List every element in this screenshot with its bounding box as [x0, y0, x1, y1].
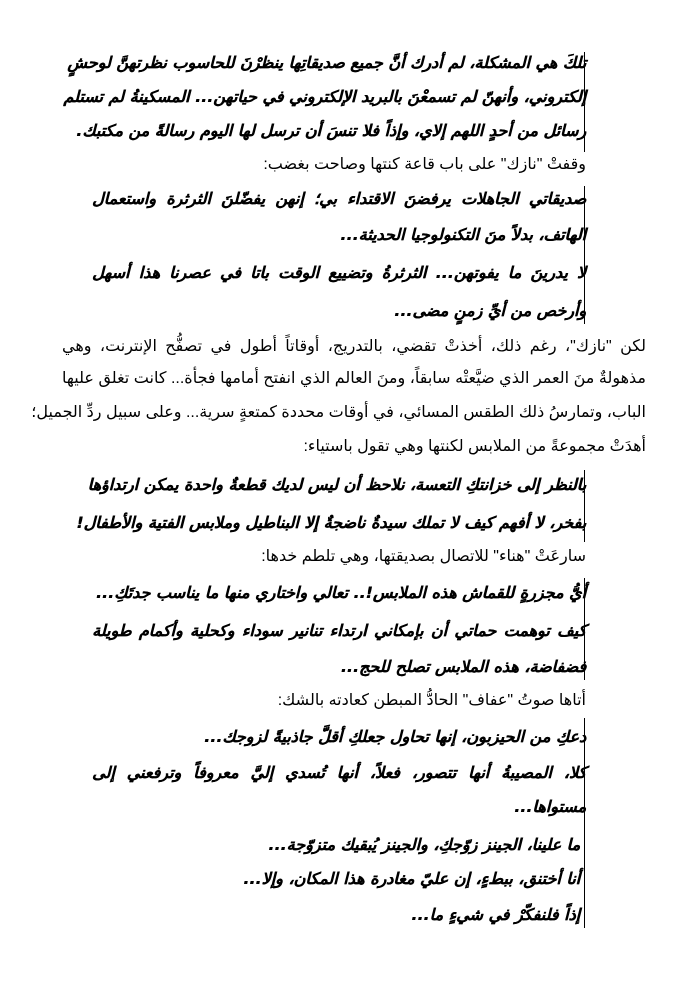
quote-line: إذاً فلنفكّرْ في شيءٍ ما... — [411, 905, 580, 924]
quote-line: وأرخص من أيِّ زمنٍ مضى... — [394, 301, 586, 320]
quote-line: أيُّ مجزرةٍ للقماش هذه الملابس!.. تعالي واختاري منها ما يناسب جدتَكِ... — [95, 583, 586, 602]
quote-line: مستواها... — [514, 797, 586, 816]
quote-line: بالنظر إلى خزانتكِ التعسة، نلاحظ أن ليس لديك قطعةٌ واحدة يمكن ارتداؤها — [87, 475, 586, 494]
quote-line: الهاتف، بدلاً منَ التكنولوجيا الحديثة... — [340, 225, 586, 244]
prose-line: أتاها صوتُ "عفاف" الحادُّ المبطن كعادته بالشك: — [277, 692, 586, 709]
quote-line: فضفاضة، هذه الملابس تصلح للحج... — [340, 657, 586, 676]
quote-line: أنا أختنق، ببطءٍ، إن عليّ مغادرة هذا المكان، وإلا... — [243, 869, 580, 888]
quote-line: رسائل من أحدٍ اللهم إلاي، وإذاً فلا تنسَ أن ترسل لها اليوم رسالةً من مكتبك. — [76, 121, 586, 140]
prose-line: وقفتْ "نازك" على باب قاعة كنتها وصاحت بغضب: — [263, 156, 586, 173]
quote-line: كلا، المصيبةُ أنها تتصور، فعلاً، أنها تُسدي إليَّ معروفاً وترفعني إلى — [92, 763, 586, 782]
prose-line: مذهولةٌ منَ العمر الذي ضيَّعتْه سابقاً، ومنَ العالم الذي انفتح أمامها فجأة... كانت تغلق عليها — [62, 370, 646, 387]
quote-line: ما علينا، الجينز زوّجكِ، والجينز يُبقيك متزوّجة... — [268, 835, 580, 854]
quote-line: كيف توهمت حماتي أن بإمكاني ارتداء تنانير سوداء وكحلية وأكمام طويلة — [92, 621, 586, 640]
quote-line: بفخر، لا أفهم كيف لا تملك سيدةٌ ناضجةٌ إلا البناطيل وملابس الفتية والأطفال! — [76, 513, 586, 532]
quote-line: صديقاتي الجاهلات يرفضنَ الاقتداء بي؛ إنهن يفضّلنَ الثرثرة واستعمال — [92, 189, 586, 208]
quote-line: إلكتروني، وأنهنّ لم تسمعْنَ بالبريد الإلكتروني في حياتهن... المسكينةُ لم تستلم — [63, 87, 586, 106]
prose-line: سارعَتْ "هناء" للاتصال بصديقتها، وهي تلطم خدها: — [261, 548, 586, 565]
quote-line: لا يدرينَ ما يفوتهن... الثرثرةُ وتضييع الوقت باتا في عصرنا هذا أسهل — [92, 263, 586, 282]
prose-line: الباب، وتمارسُ ذلك الطقس المسائي، في أوقات محددة كمتعةٍ سرية... وعلى سبيل ردِّ الجميل؛ — [31, 404, 646, 421]
prose-line: أهدَتْ مجموعةً من الملابس لكنتها وهي تقول باستياء: — [303, 438, 646, 455]
quote-line: دعكِ من الحيزبون، إنها تحاول جعلكِ أقلَّ جاذبيةً لزوجك... — [204, 727, 586, 746]
prose-line: لكن "نازك"، رغم ذلك، أخذتْ تقضي، بالتدريج، أوقاتاً أطول في تصفُّح الإنترنت، وهي — [62, 338, 646, 355]
quote-line: تلكَ هي المشكلة، لم أدرك أنَّ جميع صديقاتِها ينظرْنَ للحاسوب نظرتهنَّ لوحشٍ — [67, 53, 586, 72]
